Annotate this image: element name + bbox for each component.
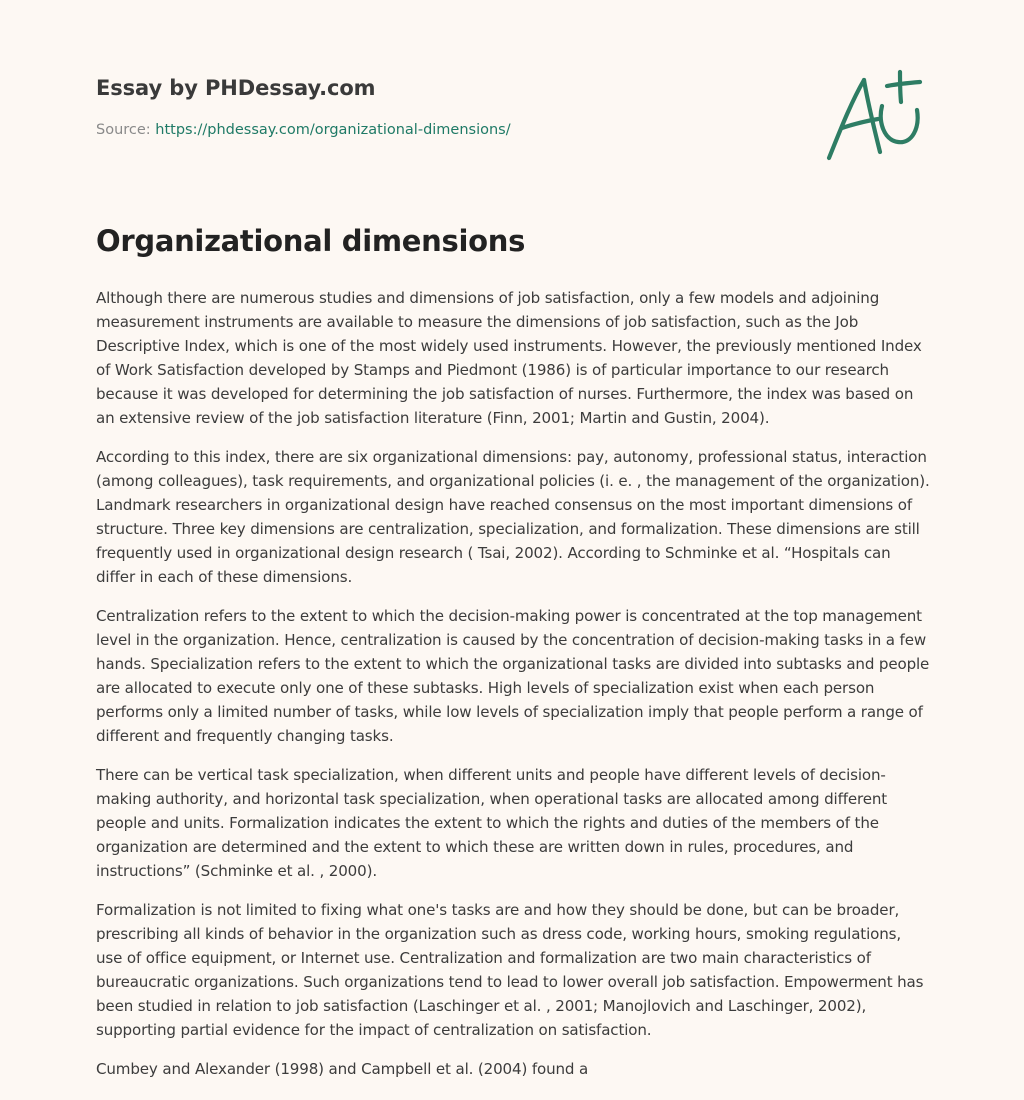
paragraph: Centralization refers to the extent to which the decision-making power is concentrated at the top management level in the organization. Hence, centralization is caused by the concentration of decision-making tasks in a few hands. Specialization refers to the extent to which the organizational tasks are divided into subtasks and people are allocated to execute only one of these subtasks. High levels of specialization exist when each person performs only a limited number of tasks, while low levels of specialization imply that people perform a range of different and frequently changing tasks. bbox=[96, 607, 930, 745]
a-plus-logo-svg bbox=[820, 66, 930, 166]
source-label: Source: bbox=[96, 122, 156, 138]
source-link[interactable]: https://phdessay.com/organizational-dimensions/ bbox=[155, 122, 511, 138]
article bbox=[96, 224, 930, 1096]
page-header bbox=[96, 76, 796, 138]
paragraph: Although there are numerous studies and dimensions of job satisfaction, only a few models and adjoining measurement instruments are available to measure the dimensions of job satisfaction, such as the Job Descriptive Index, which is one of the most widely used instruments. However, the previously mentioned Index of Work Satisfaction developed by Stamps and Piedmont (1986) is of particular importance to our research because it was developed for determining the job satisfaction of nurses. Furthermore, the index was based on an extensive review of the job satisfaction literature (Finn, 2001; Martin and Gustin, 2004). bbox=[96, 289, 922, 427]
a-plus-logo-icon bbox=[820, 66, 930, 166]
article-title: Organizational dimensions bbox=[96, 224, 526, 258]
site-brand: Essay by PHDessay.com bbox=[96, 76, 376, 100]
paragraph: According to this index, there are six organizational dimensions: pay, autonomy, professional status, interaction (among colleagues), task requirements, and organizational policies (i. e. , the management of the organization). Landmark researchers in organizational design have reached consensus on the most important dimensions of structure. Three key dimensions are centralization, specialization, and formalization. These dimensions are still frequently used in organizational design research ( Tsai, 2002). According to Schminke et al. “Hospitals can differ in each of these dimensions. bbox=[96, 448, 930, 586]
paragraph: Cumbey and Alexander (1998) and Campbell et al. (2004) found a bbox=[96, 1060, 589, 1078]
paragraph: Formalization is not limited to fixing what one's tasks are and how they should be done, but can be broader, prescribing all kinds of behavior in the organization such as dress code, working hours, smoking regulations, use of office equipment, or Internet use. Centralization and formalization are two main characteristics of bureaucratic organizations. Such organizations tend to lead to lower overall job satisfaction. Empowerment has been studied in relation to job satisfaction (Laschinger et al. , 2001; Manojlovich and Laschinger, 2002), supporting partial evidence for the impact of centralization on satisfaction. bbox=[96, 901, 924, 1039]
source-line bbox=[96, 122, 796, 138]
paragraph: There can be vertical task specialization, when different units and people have different levels of decision-making authority, and horizontal task specialization, when operational tasks are allocated among different people and units. Formalization indicates the extent to which the rights and duties of the members of the organization are determined and the extent to which these are written down in rules, procedures, and instructions” (Schminke et al. , 2000). bbox=[96, 766, 888, 880]
